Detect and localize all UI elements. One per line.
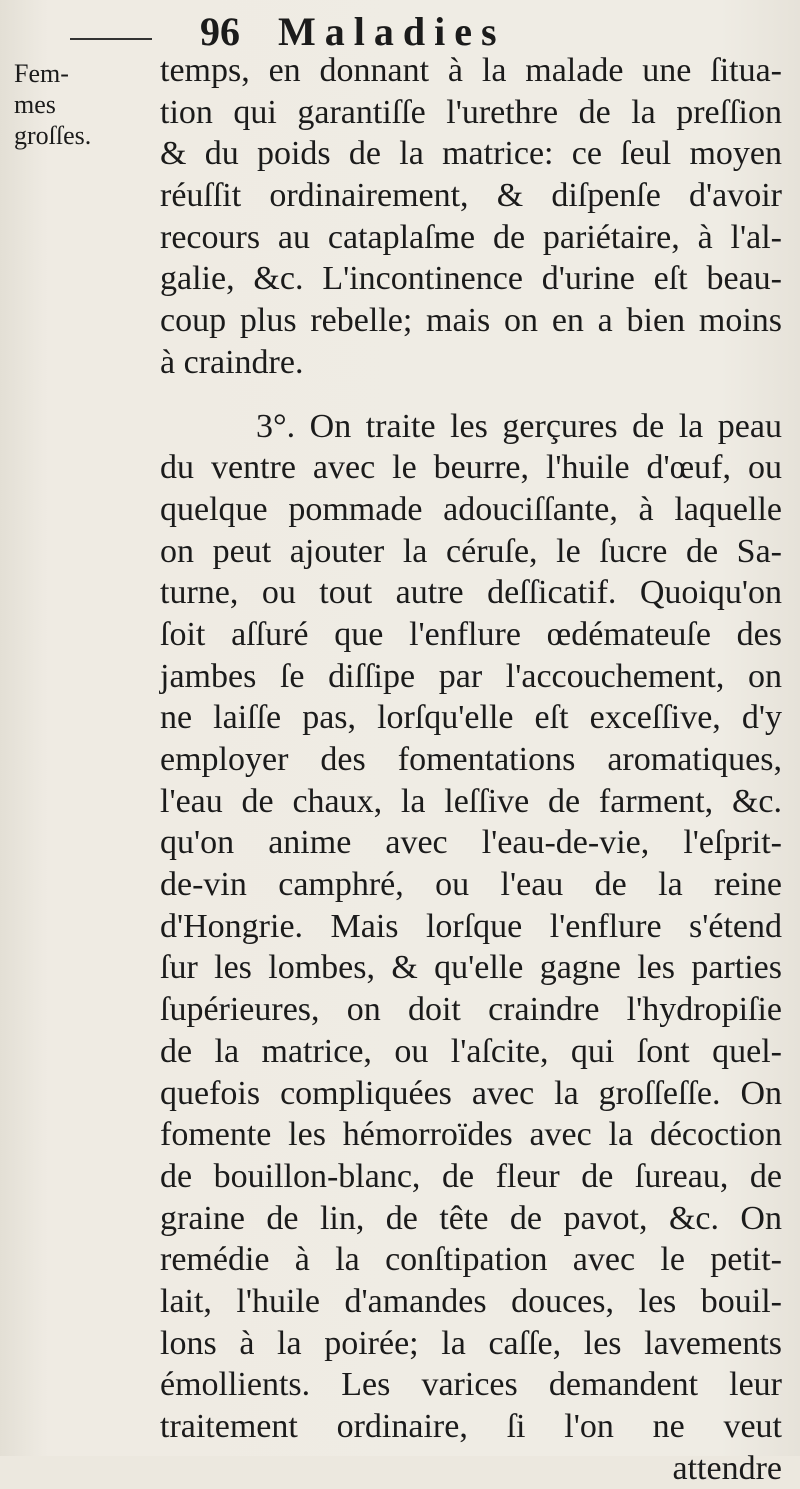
text-line: ſupérieures, on doit craindre l'hydropiſie [160, 991, 782, 1029]
text-line: graine de lin, de tête de pavot, &c. On [160, 1199, 782, 1237]
text-line: jambes ſe diſſipe par l'accouchement, on [160, 657, 782, 695]
text-line: émollients. Les varices demandent leur [160, 1366, 782, 1404]
text-line: & du poids de la matrice: ce ſeul moyen [160, 135, 782, 173]
text-line: recours au cataplaſme de pariétaire, à l'al- [160, 218, 782, 256]
text-line: lait, l'huile d'amandes douces, les bouil- [160, 1282, 782, 1320]
text-line: ſur les lombes, & qu'elle gagne les parties [160, 949, 782, 987]
text-line: quelque pommade adouciſſante, à laquelle [160, 490, 782, 528]
text-line: coup plus rebelle; mais on en a bien moins [160, 302, 782, 340]
text-line: l'eau de chaux, la leſſive de farment, &c. [160, 782, 782, 820]
catchword: attendre [672, 1449, 782, 1487]
text-line: d'Hongrie. Mais lorſque l'enflure s'étend [160, 907, 782, 945]
page-number: 96 [200, 9, 240, 54]
paragraph-gap [160, 384, 782, 406]
text-line: turne, ou tout autre deſſicatif. Quoiqu'on [160, 574, 782, 612]
text-line: ſoit aſſuré que l'enflure œdémateuſe des [160, 615, 782, 653]
text-line: quefois compliquées avec la groſſeſſe. On [160, 1074, 782, 1112]
text-line: fomente les hémorroïdes avec la décoction [160, 1116, 782, 1154]
text-line: lons à la poirée; la caſſe, les lavements [160, 1324, 782, 1362]
text-line: employer des fomentations aromatiques, [160, 741, 782, 778]
running-title: Maladies [278, 9, 506, 54]
text-line: de bouillon-blanc, de fleur de ſureau, de [160, 1157, 782, 1195]
page-header [200, 8, 506, 55]
margin-rule [70, 38, 152, 40]
text-line: remédie à la conſtipation avec le petit- [160, 1241, 782, 1279]
text-line: réuſſit ordinairement, & diſpenſe d'avoir [160, 177, 782, 215]
text-line: galie, &c. L'incontinence d'urine eſt beau- [160, 260, 782, 298]
text-line: à craindre. [160, 343, 304, 381]
text-line: 3°. On traite les gerçures de la peau [256, 407, 782, 445]
margin-note: Fem- mes groſſes. [14, 59, 92, 150]
text-line: temps, en donnant à la malade une ſitua- [160, 52, 782, 89]
text-line: ne laiſſe pas, lorſqu'elle eſt exceſſive, d'y [160, 699, 782, 737]
text-line: qu'on anime avec l'eau-de-vie, l'eſprit- [160, 824, 782, 862]
body-text [160, 50, 782, 1489]
text-line: de-vin camphré, ou l'eau de la reine [160, 866, 782, 904]
text-line: on peut ajouter la céruſe, le ſucre de Sa- [160, 532, 782, 570]
text-line: tion qui garantiſſe l'urethre de la preſſion [160, 93, 782, 131]
text-line: du ventre avec le beurre, l'huile d'œuf, ou [160, 449, 782, 487]
text-line: traitement ordinaire, ſi l'on ne veut [160, 1408, 782, 1445]
text-line: de la matrice, ou l'aſcite, qui ſont quel- [160, 1032, 782, 1070]
